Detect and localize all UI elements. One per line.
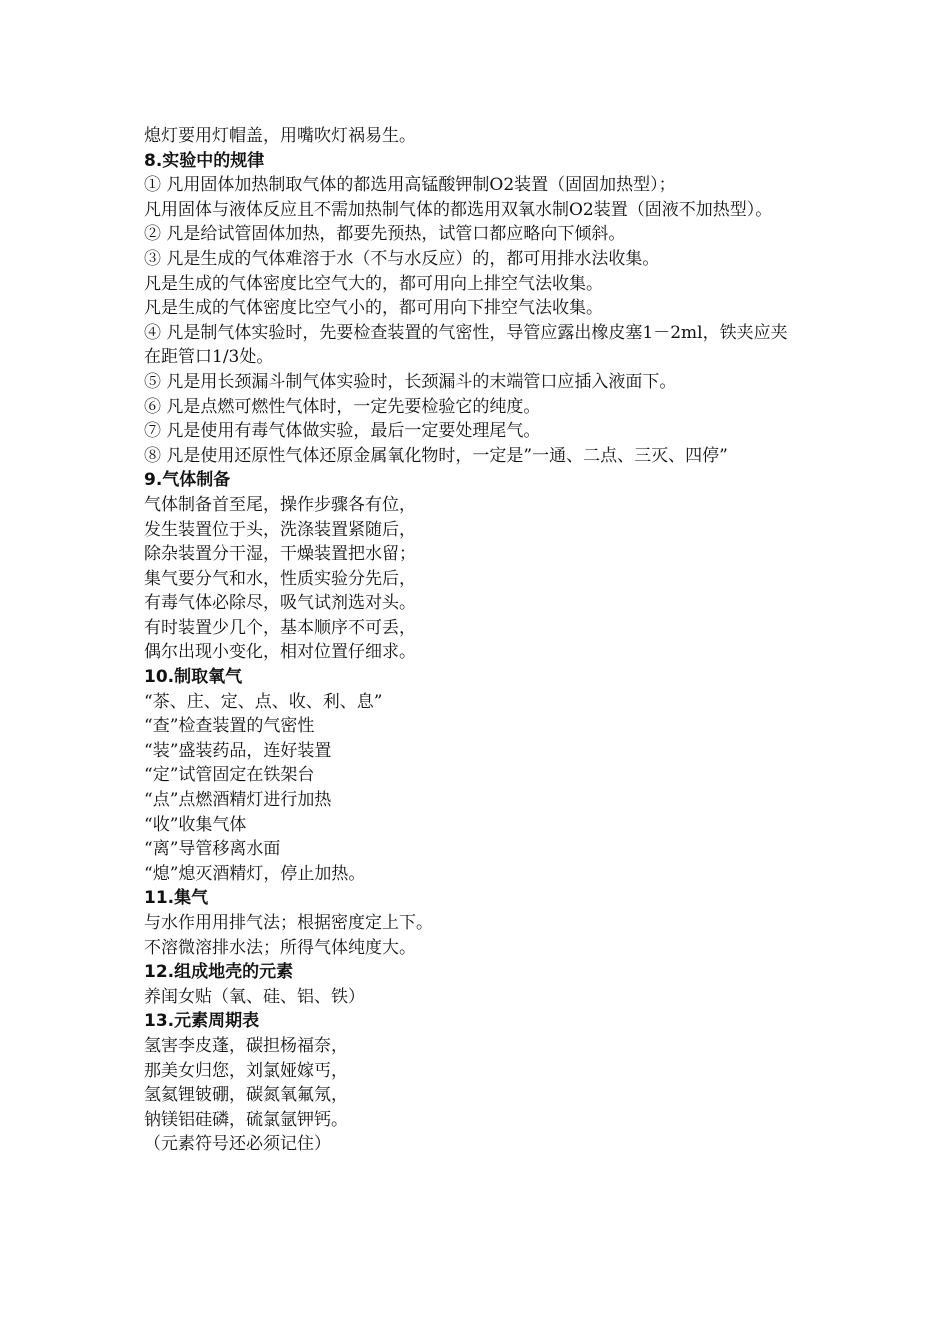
sec13-line: 钠镁铝硅磷，硫氯氩钾钙。 — [144, 1109, 348, 1130]
sec10-line: “点”点燃酒精灯进行加热 — [144, 790, 332, 811]
sec8-item: ⑦ 凡是使用有毒气体做实验，最后一定要处理尾气。 — [144, 421, 541, 442]
section-8-heading: 8.实验中的规律 — [144, 150, 265, 171]
sec13-line: 氢害李皮蓬，碳担杨福奈， — [144, 1035, 348, 1056]
sec13-line: （元素符号还必须记住） — [144, 1134, 331, 1155]
sec8-item: ⑧ 凡是使用还原性气体还原金属氧化物时，一定是”一通、二点、三灭、四停” — [144, 445, 728, 466]
sec8-item: 凡是生成的气体密度比空气大的，都可用向上排空气法收集。 — [144, 273, 603, 294]
sec8-item: ⑤ 凡是用长颈漏斗制气体实验时，长颈漏斗的末端管口应插入液面下。 — [144, 371, 677, 392]
sec10-line: “定”试管固定在铁架台 — [144, 765, 315, 786]
sec10-line: “茶、庄、定、点、收、利、息” — [144, 691, 383, 712]
sec10-line: “离”导管移离水面 — [144, 839, 281, 860]
section-12-heading: 12.组成地壳的元素 — [144, 962, 294, 983]
sec11-line: 与水作用用排气法；根据密度定上下。 — [144, 913, 433, 933]
sec8-item: 凡用固体与液体反应且不需加热制气体的都选用双氧水制O2装置（固液不加热型）。 — [144, 199, 773, 220]
sec9-line: 有时装置少几个，基本顺序不可丢， — [144, 617, 416, 638]
intro-line: 熄灯要用灯帽盖，用嘴吹灯祸易生。 — [144, 126, 416, 146]
section-9-heading: 9.气体制备 — [144, 470, 231, 491]
section-13-heading: 13.元素周期表 — [144, 1011, 260, 1032]
sec11-line: 不溶微溶排水法；所得气体纯度大。 — [144, 937, 416, 958]
sec9-line: 集气要分气和水，性质实验分先后， — [144, 568, 416, 589]
sec9-line: 有毒气体必除尽，吸气试剂选对头。 — [144, 593, 416, 614]
sec13-line: 氢氦锂铍硼，碳氮氧氟氖， — [144, 1085, 348, 1106]
sec8-item: ③ 凡是生成的气体难溶于水（不与水反应）的，都可用排水法收集。 — [144, 248, 660, 269]
sec8-item: 凡是生成的气体密度比空气小的，都可用向下排空气法收集。 — [144, 298, 603, 319]
sec9-line: 除杂装置分干湿，干燥装置把水留； — [144, 544, 416, 565]
sec10-line: “收”收集气体 — [144, 814, 247, 835]
sec8-item: ⑥ 凡是点燃可燃性气体时，一定先要检验它的纯度。 — [144, 396, 541, 417]
sec13-line: 那美女归您，刘氯娅嫁丐， — [144, 1060, 348, 1081]
sec8-item: ① 凡用固体加热制取气体的都选用高锰酸钾制O2装置（固固加热型）； — [144, 175, 676, 196]
sec10-line: “熄”熄灭酒精灯，停止加热。 — [144, 863, 366, 884]
sec8-item: ② 凡是给试管固体加热，都要先预热，试管口都应略向下倾斜。 — [144, 224, 626, 245]
sec12-line: 养闺女贴（氧、硅、铝、铁） — [144, 986, 365, 1007]
sec10-line: “查”检查装置的气密性 — [144, 716, 315, 737]
sec9-line: 发生装置位于头，洗涤装置紧随后， — [144, 519, 416, 540]
sec9-line: 偶尔出现小变化，相对位置仔细求。 — [144, 642, 416, 663]
document-body — [144, 124, 824, 1157]
section-11-heading: 11.集气 — [144, 888, 209, 909]
sec8-item: ④ 凡是制气体实验时，先要检查装置的气密性，导管应露出橡皮塞1－2ml，铁夹应夹在距管口1/3处。 — [144, 322, 788, 368]
section-10-heading: 10.制取氧气 — [144, 667, 243, 688]
sec9-line: 气体制备首至尾，操作步骤各有位， — [144, 494, 416, 515]
sec10-line: “装”盛装药品，连好装置 — [144, 740, 332, 761]
